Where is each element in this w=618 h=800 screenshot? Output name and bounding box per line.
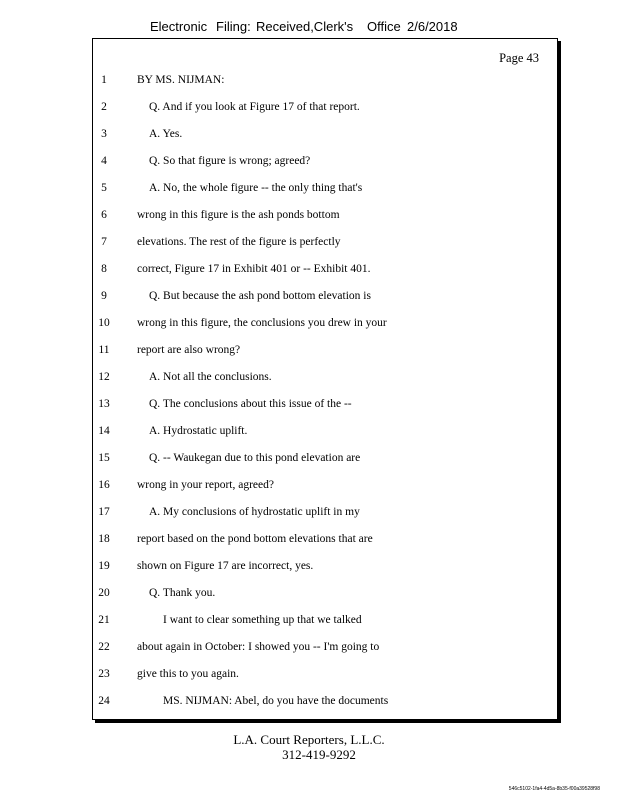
line-number: 19	[98, 560, 110, 572]
line-text: shown on Figure 17 are incorrect, yes.	[137, 560, 314, 572]
line-text: BY MS. NIJMAN:	[137, 74, 225, 86]
transcript-line	[93, 425, 557, 443]
line-text: report are also wrong?	[137, 344, 241, 356]
line-number: 8	[101, 263, 107, 275]
transcript-line	[93, 236, 557, 254]
transcript-line	[93, 560, 557, 578]
line-number: 7	[101, 236, 107, 248]
line-text: correct, Figure 17 in Exhibit 401 or -- Exhibit 401.	[137, 263, 371, 275]
line-text: Q. Thank you.	[149, 587, 216, 599]
line-text: wrong in this figure, the conclusions you drew in your	[137, 317, 387, 329]
page-number: Page 43	[499, 51, 539, 65]
line-text: elevations. The rest of the figure is perfectly	[137, 236, 341, 248]
line-text: wrong in this figure is the ash ponds bottom	[137, 209, 340, 221]
transcript-line	[93, 452, 557, 470]
line-number: 24	[98, 695, 110, 707]
transcript-line	[93, 155, 557, 173]
line-text: A. My conclusions of hydrostatic uplift in my	[149, 506, 360, 518]
line-text: Q. So that figure is wrong; agreed?	[149, 155, 311, 167]
document-id: 546c5102-1fa4-4d5a-8b35-f00a39528f98	[508, 786, 600, 792]
transcript-line	[93, 182, 557, 200]
transcript-line	[93, 398, 557, 416]
transcript-line	[93, 668, 557, 686]
line-number: 9	[101, 290, 107, 302]
transcript-line	[93, 587, 557, 605]
transcript-line	[93, 209, 557, 227]
line-number: 14	[98, 425, 110, 437]
transcript-line	[93, 290, 557, 308]
transcript-line	[93, 317, 557, 335]
transcript-line	[93, 371, 557, 389]
line-text: wrong in your report, agreed?	[137, 479, 274, 491]
transcript-line	[93, 506, 557, 524]
footer-phone: 312-419-9292	[282, 747, 356, 762]
transcript-line	[93, 641, 557, 659]
filing-header	[0, 19, 618, 37]
line-text: Q. The conclusions about this issue of the --	[149, 398, 352, 410]
line-number: 18	[98, 533, 110, 545]
line-number: 1	[101, 74, 107, 86]
line-number: 2	[101, 101, 107, 113]
transcript-page	[92, 38, 558, 720]
header-office: Office	[367, 19, 401, 34]
transcript-line	[93, 479, 557, 497]
transcript-line	[93, 74, 557, 92]
line-number: 16	[98, 479, 110, 491]
line-number: 23	[98, 668, 110, 680]
line-number: 20	[98, 587, 110, 599]
line-number: 11	[98, 344, 110, 356]
footer-company: L.A. Court Reporters, L.L.C.	[233, 732, 385, 747]
line-text: about again in October: I showed you -- I'm going to	[137, 641, 380, 653]
line-text: Q. And if you look at Figure 17 of that report.	[149, 101, 360, 113]
transcript-line	[93, 344, 557, 362]
line-number: 10	[98, 317, 110, 329]
line-text: MS. NIJMAN: Abel, do you have the documents	[163, 695, 389, 707]
transcript-line	[93, 101, 557, 119]
line-number: 22	[98, 641, 110, 653]
line-number: 17	[98, 506, 110, 518]
line-number: 15	[98, 452, 110, 464]
line-text: I want to clear something up that we talked	[163, 614, 362, 626]
line-text: A. Hydrostatic uplift.	[149, 425, 248, 437]
line-text: Q. But because the ash pond bottom elevation is	[149, 290, 371, 302]
line-text: give this to you again.	[137, 668, 239, 680]
header-electronic: Electronic	[150, 19, 208, 34]
line-number: 4	[101, 155, 107, 167]
header-date: 2/6/2018	[407, 19, 458, 34]
line-text: A. Yes.	[149, 128, 183, 140]
line-text: A. Not all the conclusions.	[149, 371, 272, 383]
line-number: 3	[101, 128, 107, 140]
transcript-line	[93, 128, 557, 146]
header-filing: Filing:	[216, 19, 251, 34]
line-text: Q. -- Waukegan due to this pond elevation are	[149, 452, 361, 464]
transcript-line	[93, 695, 557, 713]
transcript-line	[93, 614, 557, 632]
line-number: 21	[98, 614, 110, 626]
line-text: A. No, the whole figure -- the only thing that's	[149, 182, 363, 194]
line-number: 5	[101, 182, 107, 194]
line-text: report based on the pond bottom elevations that are	[137, 533, 373, 545]
transcript-line	[93, 263, 557, 281]
line-number: 6	[101, 209, 107, 221]
line-number: 13	[98, 398, 110, 410]
transcript-line	[93, 533, 557, 551]
header-received-clerks: Received,Clerk's	[256, 19, 354, 34]
line-number: 12	[98, 371, 110, 383]
